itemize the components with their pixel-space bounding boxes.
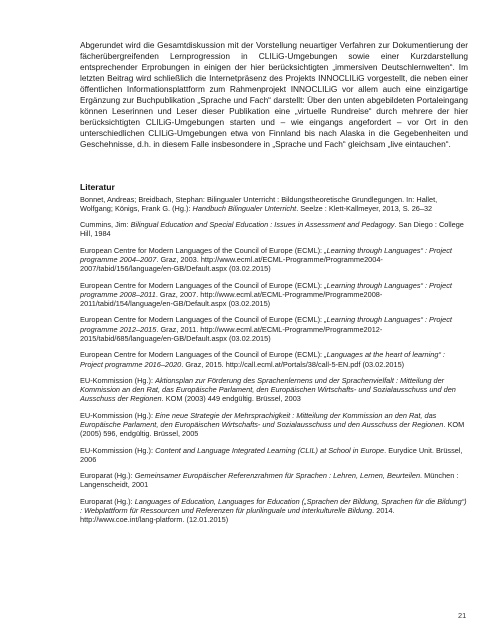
page-body	[80, 40, 468, 532]
reference-entry	[80, 411, 468, 439]
reference-text: EU-Kommission (Hg.):	[80, 375, 156, 385]
reference-entry	[80, 350, 468, 369]
reference-title: Handbuch Bilingualer Unterricht	[192, 203, 297, 213]
reference-entry	[80, 220, 468, 239]
reference-title: Content and Language Integrated Learning (CLIL) at School in Europe	[155, 445, 385, 455]
literature-heading: Literatur	[80, 181, 115, 192]
reference-entry	[80, 471, 468, 490]
reference-title: Gemeinsamer Europäischer Referenzrahmen für Sprachen : Lehren, Lernen, Beurteilen	[134, 471, 421, 481]
reference-text: EU-Kommission (Hg.):	[80, 410, 156, 420]
reference-text: . Seelze : Klett-Kallmeyer, 2013, S. 26–32	[296, 203, 433, 213]
reference-text: Europarat (Hg.):	[80, 496, 135, 506]
reference-text: . KOM (2005) 596, endgültig. Brüssel, 2005	[80, 419, 465, 439]
reference-entry	[80, 376, 468, 404]
reference-text: European Centre for Modern Languages of the Council of Europe (ECML):	[80, 350, 325, 360]
reference-entry	[80, 195, 468, 214]
reference-text: . Graz, 2007. http://www.ecml.at/ECML-Programme/Programme2008-2011/tabid/154/language/en-GB/Default.aspx (03.02.2015)	[80, 289, 383, 309]
reference-text: . Graz, 2015. http://call.ecml.at/Portals/38/call-5-EN.pdf (03.02.2015)	[181, 359, 405, 369]
reference-title: Languages of Education, Languages for Education („Sprachen der Bildung, Sprachen für die Bildung“) : Webplattform für Ressourcen und Referenzen für plurilinguale und interkulturelle Bildung	[80, 496, 467, 515]
reference-text: . München : Langenscheidt, 2001	[80, 471, 459, 490]
reference-text: European Centre for Modern Languages of the Council of Europe (ECML):	[80, 245, 325, 255]
reference-text: . KOM (2003) 449 endgültig. Brüssel, 2003	[161, 394, 301, 404]
reference-entry	[80, 497, 468, 525]
reference-entry	[80, 315, 468, 343]
reference-text: . Graz, 2011. http://www.ecml.at/ECML-Programme/Programme2012-2015/tabid/685/language/en-GB/Default.aspx (03.02.2015)	[80, 324, 383, 343]
reference-list	[80, 195, 468, 525]
reference-text: Cummins, Jim:	[80, 220, 131, 230]
reference-text: European Centre for Modern Languages of the Council of Europe (ECML):	[80, 280, 325, 290]
reference-text: EU-Kommission (Hg.):	[80, 445, 156, 455]
reference-title: „Learning through Languages“ : Project programme 2008–2011	[80, 280, 452, 299]
page-number: 21	[458, 611, 467, 620]
reference-title: Eine neue Strategie der Mehrsprachigkeit : Mitteilung der Kommission an den Rat, das Europäische Parlament, den Europäischen Wirtschafts- und Sozialausschuss und den Ausschuss der Regionen	[80, 410, 444, 429]
reference-title: „Learning through Languages“ : Project programme 2012–2015	[80, 315, 452, 334]
reference-text: . 2014. http://www.coe.int/lang-platform. (12.01.2015)	[80, 505, 395, 525]
intro-paragraph: Abgerundet wird die Gesamtdiskussion mit der Vorstellung neuartiger Verfahren zur Dokumentierung der fächerübergreifenden Lernprogression in CLILiG-Umgebungen sowie einer Kurzdarstellung entsprechender Erprobungen in einigen der hier berücksichtigten „immersiven Deutschlernwelten“. Im letzten Beitrag wird schließlich die Internetpräsenz des Projekts INNOCLILiG vorgestellt, die neben einer öffentlichen Informationsplattform zum Rahmenprojekt INNOCLILiG vor allem auch eine einzigartige Ergänzung zur Buchpublikation „Sprache und Fach“ darstellt: Über den unten abgebildeten Portaleingang können Leserinnen und Leser dieser Publikation eine „virtuelle Rundreise“ durch mehrere der hier berücksichtigten CLILiG-Umgebungen starten und – wie eingangs angefordert – vor Ort in den unterschiedlichen CLILiG-Umgebungen etwa von Finnland bis nach Alaska in die Gegebenheiten und Geschehnisse, d.h. in diesem Falle insbesondere in „Sprache und Fach“ gleichsam „live eintauchen“.	[80, 40, 468, 149]
reference-title: „Learning through Languages“ : Project programme 2004–2007	[80, 245, 452, 264]
reference-text: . Eurydice Unit. Brüssel, 2006	[80, 445, 463, 464]
reference-text: . San Diego : College Hill, 1984	[80, 220, 464, 239]
reference-text: Europarat (Hg.):	[80, 471, 135, 481]
reference-title: Aktionsplan zur Förderung des Sprachenlernens und der Sprachenvielfalt : Mitteilung der Kommission an den Rat, das Europäische Parlament, den Europäischen Wirtschafts- und Sozialausschuss und den Ausschuss der Regionen	[80, 375, 456, 404]
reference-text: European Centre for Modern Languages of the Council of Europe (ECML):	[80, 315, 325, 325]
reference-text: . Graz, 2003. http://www.ecml.at/ECML-Programme/Programme2004-2007/tabid/156/language/en-GB/Default.aspx (03.02.2015)	[80, 254, 383, 274]
reference-title: „Languages at the heart of learning“ : Project programme 2016–2020	[80, 350, 445, 369]
reference-text: Bonnet, Andreas; Breidbach, Stephan: Bilingualer Unterricht : Bildungstheoretische Grundlegungen. In: Hallet, Wolfgang; Königs, Frank G. (Hg.):	[80, 194, 438, 213]
reference-entry	[80, 446, 468, 465]
reference-entry	[80, 281, 468, 309]
reference-title: Bilingual Education and Special Education : Issues in Assessment and Pedagogy	[130, 220, 395, 230]
reference-entry	[80, 246, 468, 274]
